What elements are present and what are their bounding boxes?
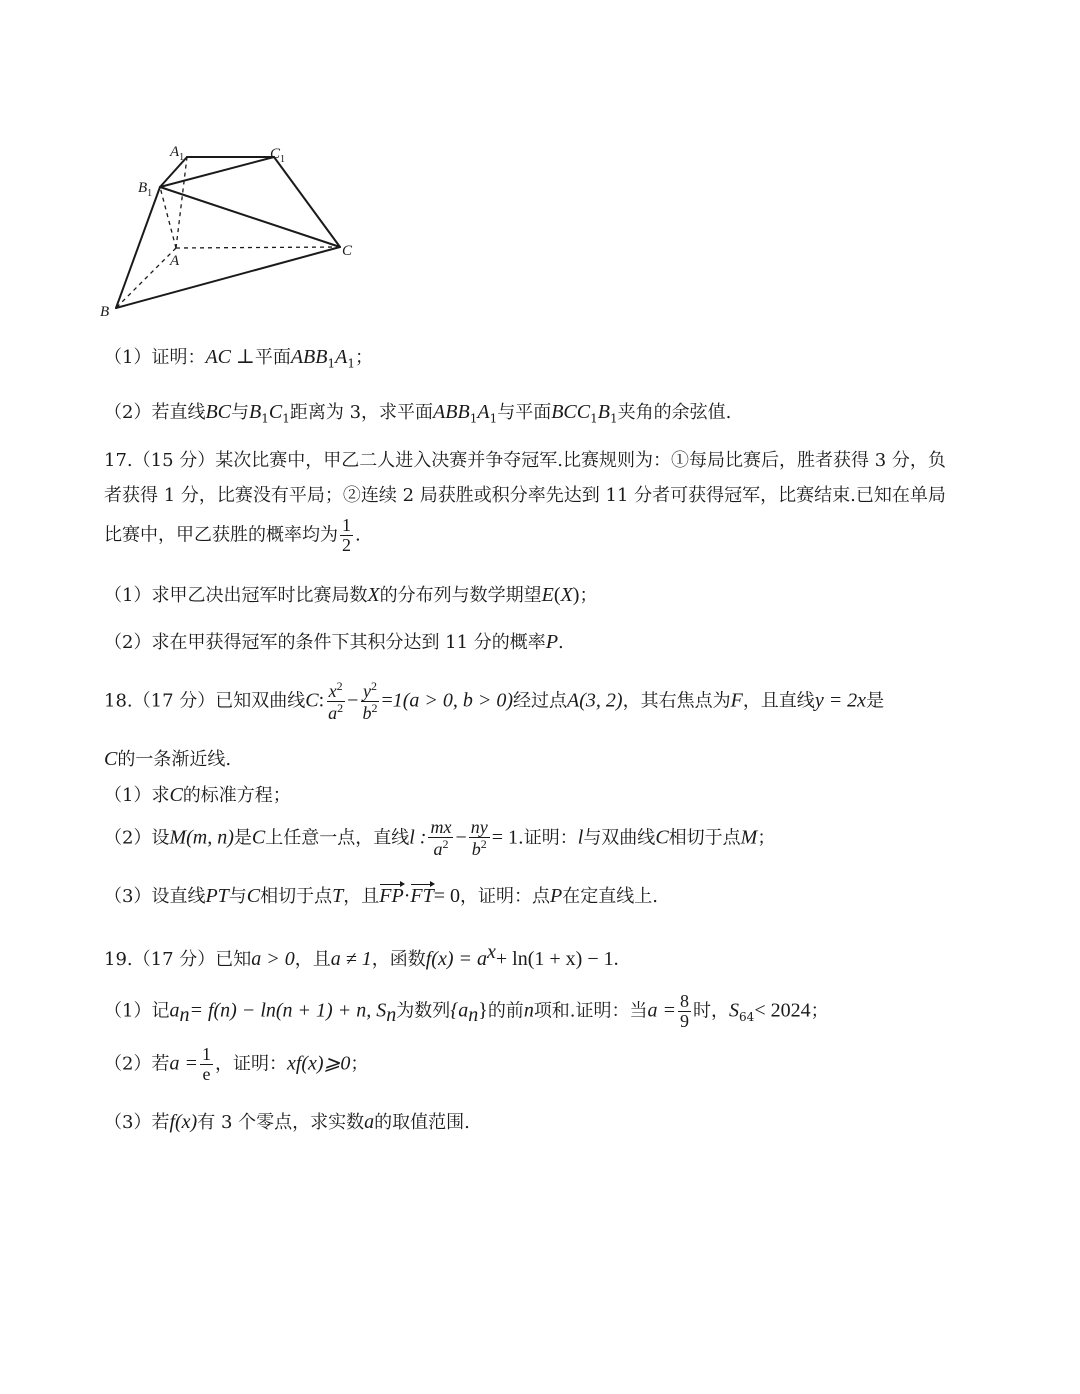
edge-a-c (176, 247, 340, 248)
q17-part2: （2）求在甲获得冠军的条件下其积分达到 11 分的概率P. (104, 631, 564, 653)
label-c: C (342, 243, 353, 259)
q18-line2: C的一条渐近线. (104, 748, 232, 770)
q18-part3: （3）设直线PT与C相切于点T，且FP·FT= 0，证明：点P在定直线上. (104, 885, 658, 907)
q17-line1: 17.（15 分）某次比赛中，甲乙二人进入决赛并争夺冠军.比赛规则为：①每局比赛后，胜者获得 3 分，负 (104, 450, 946, 471)
q19-part2: （2）若a = $\frac{1}{e}$ ，证明：xf(x)⩾0； (104, 1044, 369, 1084)
q17-line2: 者获得 1 分，比赛没有平局；②连续 2 局获胜或积分率先达到 11 分者可获得冠军，比赛结束.已知在单局 (104, 485, 946, 506)
edge-b1-b (116, 187, 160, 308)
q19-part3: （3）若f(x)有 3 个零点，求实数a的取值范围. (104, 1111, 470, 1133)
edge-a-b1 (160, 187, 176, 248)
q18-part1: （1）求C的标准方程； (104, 784, 291, 806)
prism-figure (96, 138, 376, 338)
edge-c1-c (274, 157, 340, 247)
q18-intro: 18.（17 分）已知双曲线C: $\frac{x^2}{a^2}$ − $\frac{y^2}{b^2}$ =1(a > 0, b > 0)经过点A(3, 2)，其右焦点为F，且直线y = 2x是 (104, 679, 885, 723)
edge-b1-c (160, 187, 340, 247)
label-b1: $B_1$ (138, 180, 153, 199)
edge-a-a1 (176, 157, 187, 248)
edge-b-c (116, 247, 340, 308)
q19-intro: 19.（17 分）已知a > 0，且a ≠ 1，函数$f(x) = a^x+ \ln(1 + x) - 1$. (104, 941, 619, 970)
q16-part1: （1）证明：AC ⊥平面$ABB_1A_1$； (104, 346, 373, 371)
q17-line3: 比赛中，甲乙获胜的概率均为 $\frac{1}{2}$ . (104, 515, 361, 555)
label-a: A (170, 253, 180, 269)
label-a1: $A_1$ (170, 144, 185, 163)
q16-part2: （2）若直线BC与$B_1C_1$距离为 3，求平面$ABB_1A_1$与平面$BCC_1B_1$夹角的余弦值. (104, 401, 732, 426)
edge-b1-c1 (160, 157, 274, 187)
label-b: B (100, 304, 110, 320)
q17-part1: （1）求甲乙决出冠军时比赛局数X的分布列与数学期望E(X)； (104, 584, 598, 606)
fraction-one-half: $\frac{1}{2}$ (342, 515, 351, 555)
label-c1: $C_1$ (270, 146, 286, 165)
q18-part2: （2）设M(m, n)是C上任意一点，直线l : $\frac{mx}{a^2}$ − $\frac{ny}{b^2}$ = 1.证明：l与双曲线C相切于点M； (104, 817, 776, 859)
q19-part1: （1）记$a_n= f(n) - \ln(n + 1) + n$, $S_n$为数列$\{a_n\}$的前n项和.证明：当a = $\frac{8}{9}$ 时，$S_{64}< 2024$； (104, 991, 829, 1031)
